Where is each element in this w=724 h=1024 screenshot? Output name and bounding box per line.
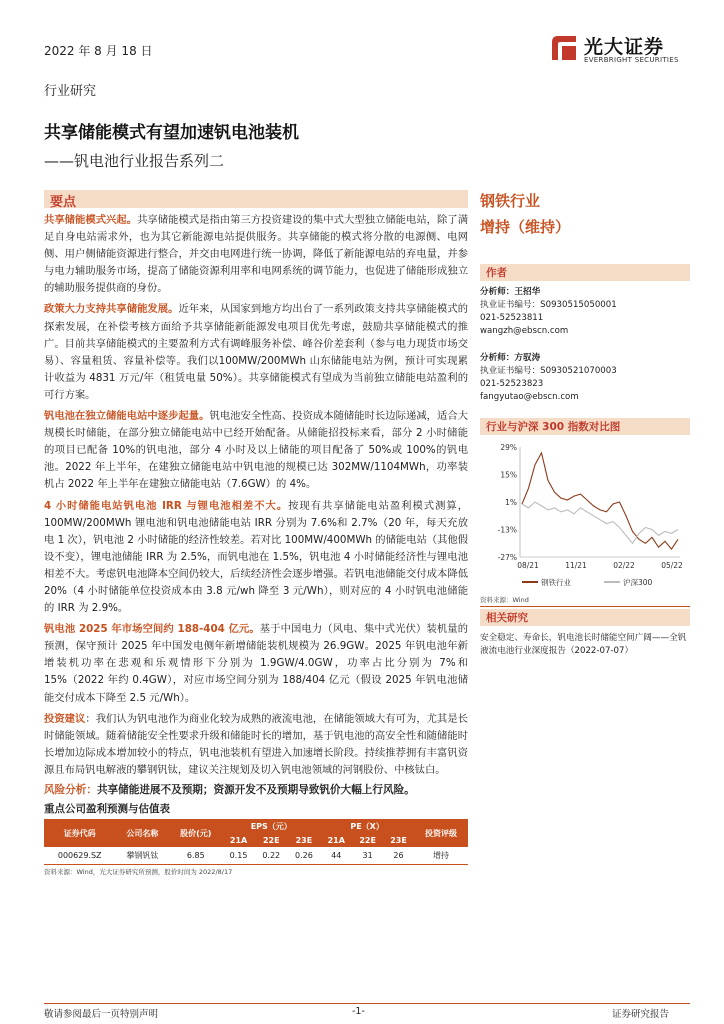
summary-paragraph-1	[44, 212, 468, 297]
author-1	[480, 286, 690, 338]
paragraph-highlight: 共享储能模式兴起。	[44, 214, 138, 226]
industry-rating: 增持（维持）	[480, 218, 571, 236]
cell-pe: 31	[352, 847, 383, 865]
table-header-rating: 投资评级	[414, 819, 468, 847]
paragraph-text: 基于中国电力（风电、集中式光伏）装机量的预测，保守预计 2025 年中国发电侧年新增储能装机规模为 26.9GW。2025 年钒电池年新增装机功率在悲观和乐观情形下分别为 1.9GW/4.0GW，功率占比分别为 7%和 15%（2022 年约 0.4GW），对应市场空间分别为 188/404 亿元（假设 2025 年钒电池储能交付成本下降至 2.5 元/Wh）。	[44, 623, 469, 704]
chart-svg	[480, 435, 690, 595]
index-comparison-chart	[480, 435, 690, 595]
logo-mark-icon	[548, 32, 580, 64]
logo-name: 光大证券	[584, 36, 665, 58]
cell-pe: 26	[383, 847, 414, 865]
x-tick-label: 11/21	[565, 561, 587, 570]
paragraph-text: 共享储能模式是指由第三方投资建设的集中式大型独立储能电站，除了满足自身电站需求外，也为其它新能源电站提供服务。共享储能的模式将分散的电源侧、电网侧、用户侧储能资源进行整合，并交由电网进行统一协调，降低了新能源电站的弃电量，并参与电力辅助服务市场，提高了储能资源利用率和电网系统的调节能力，也促进了储能形成独立的辅助服务提供商的身份。	[44, 214, 469, 295]
table-header-code: 证券代码	[44, 819, 115, 847]
cell-code: 000629.SZ	[44, 847, 115, 865]
related-heading: 相关研究	[480, 609, 690, 626]
series-line-2	[522, 502, 678, 543]
y-tick-label: -13%	[497, 525, 517, 535]
table-header-eps: EPS（元）	[222, 819, 320, 834]
summary-heading: 要点	[44, 190, 468, 208]
paragraph-highlight: 投资建议	[44, 712, 86, 725]
y-tick-label: -27%	[497, 553, 517, 562]
author-1-email[interactable]: wangzh@ebscn.com	[480, 326, 569, 336]
cell-price: 6.85	[169, 847, 222, 865]
chart-heading: 行业与沪深 300 指数对比图	[480, 418, 690, 435]
author-2-name: 分析师：方驭涛	[480, 353, 541, 363]
related-report-link[interactable]: 安全稳定、寿命长，钒电池长时储能空间广阔——全钒液流电池行业深度报告（2022-07-07）	[480, 633, 687, 656]
author-2	[480, 352, 690, 404]
forecast-table-title: 重点公司盈利预测与估值表	[44, 803, 170, 815]
table-header-year: 21A	[222, 834, 255, 847]
cell-eps: 0.22	[255, 847, 288, 865]
x-tick-label: 08/21	[517, 561, 539, 570]
paragraph-highlight: 4 小时储能电站钒电池 IRR 与锂电池相差不大。	[44, 499, 289, 512]
author-2-email[interactable]: fangyutao@ebscn.com	[480, 392, 579, 402]
y-tick-label: 15%	[500, 470, 517, 480]
table-header-year: 22E	[255, 834, 288, 847]
table-header-year: 23E	[288, 834, 321, 847]
footer-report-type: 证券研究报告	[612, 1009, 670, 1020]
author-2-cert: 执业证书编号：S0930521070003	[480, 366, 617, 376]
page-number: -1-	[352, 1006, 365, 1017]
footer-divider	[44, 1003, 690, 1004]
table-header-year: 23E	[383, 834, 414, 847]
page-title: 共享储能模式有望加速钒电池装机	[44, 123, 299, 143]
summary-paragraph-4	[44, 498, 468, 618]
footer-disclaimer: 敬请参阅最后一页特别声明	[44, 1009, 159, 1020]
page-subtitle: ——钒电池行业报告系列二	[44, 152, 225, 170]
author-heading: 作者	[480, 264, 690, 281]
paragraph-text: 按现有共享储能电站盈利模式测算，100MW/200MWh 锂电池和钒电池储能电站 IRR 分别为 7.6%和 2.7%（20 年，每天充放电 1 次），钒电池 2 小时储能的经济性较差。若对比 100MW/400MWh 的储能电站（其他假设不变），锂电池储能 IRR 为 2.5%，而钒电池在 1.5%，钒电池 4 小时储能经济性与锂电池相差不大。考虑钒电池降本空间仍较大，后续经济性会逐步增强。若钒电池储能交付成本降低 20%（4 小时储能单位投资成本由 3.8 元/wh 降至 3 元/Wh），则对应的 4 小时钒电池储能的 IRR 为 2.9%。	[44, 499, 468, 615]
report-date: 2022 年 8 月 18 日	[44, 44, 153, 58]
y-tick-label: 29%	[500, 443, 517, 452]
table-row	[44, 847, 468, 865]
cell-pe: 44	[320, 847, 352, 865]
cell-eps: 0.15	[222, 847, 255, 865]
y-tick-label: 1%	[505, 498, 517, 507]
forecast-table	[44, 819, 468, 865]
table-header-year: 22E	[352, 834, 383, 847]
summary-column	[44, 190, 468, 876]
author-1-phone: 021-52523811	[480, 313, 544, 323]
report-category: 行业研究	[44, 84, 97, 99]
legend-label: 钢铁行业	[541, 578, 571, 587]
sidebar	[480, 188, 690, 658]
table-header-price: 股价(元)	[169, 819, 222, 847]
chart-source: 资料来源：Wind	[480, 596, 529, 604]
paragraph-text: ：我们认为钒电池作为商业化较为成熟的液流电池，在储能领域大有可为，尤其是长时储能领域。随着储能安全性要求升级和储能时长的增加，基于钒电池的高安全性和随储能时长增加边际成本增加较小的特点，钒电池装机有望进入加速增长阶段。持续推荐拥有丰富钒资源且布局钒电解液的攀钢钒钛，建议关注规划及切入钒电池领域的河钢股份、中核钛白。	[44, 712, 469, 776]
logo-english: EVERBRIGHT SECURITIES	[584, 56, 679, 64]
paragraph-text: 钒电池安全性高、投资成本随储能时长边际递减，适合大规模长时储能，在部分独立储能电站中已经开始配备。从储能招投标来看，部分 2 小时储能的项目已配备 10%的钒电池，部分 4 小时及以上储能的项目配备了 50%或 100%的钒电池。2022 年上半年，在建独立储能电站中钒电池的规模已达 302MW/1104MWh，功率装机占 2022 年上半年在建独立储能电站（7.6GW）的 4%。	[44, 410, 469, 491]
x-tick-label: 02/22	[613, 561, 635, 570]
risk-text: 共享储能进展不及预期；资源开发不及预期导致钒价大幅上行风险。	[96, 784, 415, 796]
paragraph-highlight: 钒电池 2025 年市场空间约 188-404 亿元。	[44, 623, 260, 636]
author-1-name: 分析师：王招华	[480, 287, 541, 297]
series-line-1	[522, 453, 678, 549]
table-source-note: 资料来源：Wind，光大证券研究所预测，股价时间为 2022/8/17	[44, 868, 233, 876]
cell-eps: 0.26	[288, 847, 321, 865]
legend-label: 沪深300	[623, 578, 653, 587]
summary-paragraph-3	[44, 408, 468, 493]
industry-name: 钢铁行业	[480, 192, 541, 210]
x-tick-label: 05/22	[661, 561, 683, 570]
table-header-year: 21A	[320, 834, 352, 847]
cell-name: 攀钢钒钛	[115, 847, 169, 865]
risk-analysis	[44, 782, 468, 799]
table-header-name: 公司名称	[115, 819, 169, 847]
logo	[548, 30, 688, 70]
paragraph-highlight: 钒电池在独立储能电站中逐步起量。	[44, 410, 210, 423]
summary-paragraph-6	[44, 711, 468, 779]
author-1-cert: 执业证书编号：S0930515050001	[480, 300, 617, 310]
cell-rating: 增持	[414, 847, 468, 865]
author-2-phone: 021-52523823	[480, 379, 544, 389]
table-header-pe: PE（X）	[320, 819, 414, 834]
summary-paragraph-5	[44, 621, 468, 706]
summary-paragraph-2	[44, 301, 468, 404]
risk-label: 风险分析：	[44, 784, 97, 796]
paragraph-text: 近年来，从国家到地方均出台了一系列政策支持共享储能模式的探索发展，在补偿考核方面给予共享储能新能源发电项目优先考虑，鼓励共享储能模式的推广。目前共享储能模式的主要盈利方式有调峰服务补偿、峰谷价差套利（参与电力现货市场交易）、容量租赁、容量补偿等。我们以100MW/200MWh 山东储能电站为例，预计可实现累计收益为 4831 万元/年（租赁电量 50%）。共享储能模式有望成为当前独立储能电站盈利的可行方案。	[44, 303, 468, 401]
divider	[480, 606, 690, 607]
paragraph-highlight: 政策大力支持共享储能发展。	[44, 303, 179, 316]
